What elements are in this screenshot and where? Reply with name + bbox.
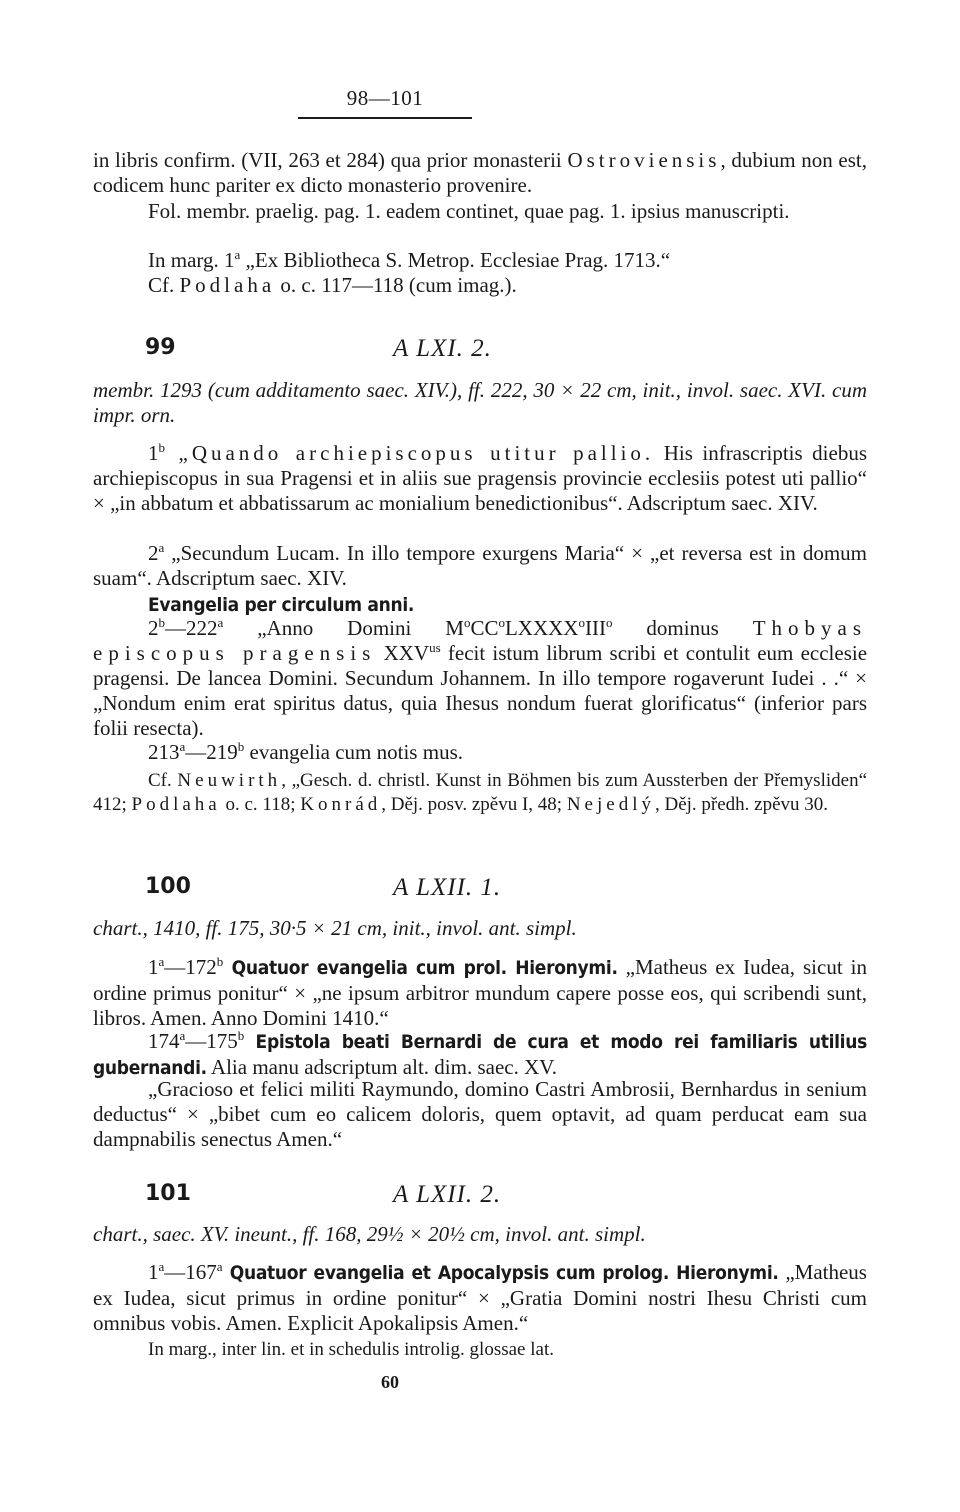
ordinal-sup: o [605, 615, 613, 630]
paragraph-text: Alia manu adscriptum alt. dim. saec. XV. [206, 1055, 557, 1079]
paragraph-text: XXV [376, 641, 430, 665]
ordinal-sup: o [578, 615, 585, 630]
person-name: Thobyas episcopus pragensis [93, 616, 868, 665]
entry-100-p1 [93, 955, 867, 1031]
folio-sup: a [216, 1259, 223, 1274]
intro-text-end: , dubium non est, codicem hunc pariter ex dicto monasterio provenire. [93, 148, 867, 197]
folio-ref: 174 [148, 1029, 180, 1053]
entry-99-p3 [93, 616, 867, 741]
folio-ref: 2 [148, 541, 159, 565]
intro-text: in libris confirm. (VII, 263 et 284) qua prior monasterii [93, 148, 568, 172]
cf-text: , Děj. posv. zpěvu I, 48; [381, 794, 567, 815]
margin-ref: In marg. 1 [148, 248, 235, 272]
cf-author: Neuwirth [177, 770, 282, 791]
page-header: 98—101 [346, 86, 424, 110]
folio-ref: 1 [148, 1260, 159, 1284]
folio-ref: —222 [165, 616, 218, 640]
cf-label: Cf. [148, 273, 180, 297]
entry-101-heading [93, 1181, 867, 1215]
entry-99-bold-title [93, 592, 867, 618]
entry-number: 100 [145, 874, 191, 899]
folio-sup: b [158, 615, 165, 630]
page-number: 60 [381, 1372, 399, 1392]
folio-ref: —172 [164, 955, 217, 979]
margin-note [93, 248, 867, 273]
ordinal-sup: o [498, 615, 505, 630]
entry-99-heading [93, 335, 867, 369]
margin-sup: a [234, 247, 241, 262]
section-title: Evangelia per circulum anni. [148, 594, 415, 616]
entry-signature: A LXI. 2. [393, 335, 492, 362]
ordinal-sup: us [429, 640, 441, 655]
entry-100-p3: „Gracioso et felici militi Raymundo, domino Castri Ambrosii, Bernhardus in senium deductus“ × „bibet cum eo calicem doloris, quem optavit, ad quam perducat eam sua dampnabilis senectus Amen.“ [93, 1077, 867, 1151]
folio-ref: —175 [185, 1029, 238, 1053]
entry-101-note: In marg., inter lin. et in schedulis introlig. glossae lat. [148, 1339, 554, 1360]
folio-ref: 213 [148, 740, 180, 764]
section-title: Quatuor evangelia cum prol. Hieronymi. [223, 957, 618, 979]
section-title: Epistola beati Bernardi de cura et modo rei familiaris utilius gubernandi. [93, 1031, 867, 1079]
folio-ref: 1 [148, 441, 159, 465]
entry-99-cf [93, 769, 867, 817]
cf-label: Cf. [148, 770, 178, 791]
cf-text: o. c. 118; [220, 794, 301, 815]
incipit-title: „Quando archiepiscopus utitur pallio. [165, 441, 655, 465]
folio-sup: b [158, 440, 165, 455]
cf-author: Podlaha [131, 794, 221, 815]
folio-ref: —167 [164, 1260, 217, 1284]
paragraph-text: LXXXX [504, 616, 579, 640]
paragraph-text: „Secundum Lucam. In illo tempore exurgens Maria“ × „et reversa est in domum suam“. Adscriptum saec. XIV. [93, 541, 867, 590]
entry-100-p2 [93, 1029, 867, 1081]
folio-ref: 1 [148, 955, 159, 979]
cf-text: o. c. 117—118 (cum imag.). [275, 273, 517, 297]
cf-author: Konrád [300, 794, 382, 815]
folio-sup: b [216, 954, 224, 969]
paragraph-text: His infrascriptis diebus archiepiscopus in sua Pragensi et in aliis sue pragensis provincie ecclesiis potest uti pallio“ × „in abbatum et abbatissarum ac monialium benedictionibus“. Adscriptum saec. XIV. [93, 441, 867, 515]
cf-author: Podlaha [179, 273, 276, 297]
place-name: Ostroviensis [567, 148, 721, 172]
folio-sup: a [158, 540, 165, 555]
folio-sup: a [179, 739, 186, 754]
margin-text: „Ex Bibliotheca S. Metrop. Ecclesiae Prag. 1713.“ [240, 248, 671, 272]
ordinal-sup: o [463, 615, 471, 630]
paragraph-text: dominus [612, 616, 753, 640]
entry-number: 101 [145, 1181, 191, 1206]
entry-99-p1 [93, 441, 867, 516]
folio-ref: —219 [185, 740, 238, 764]
folio-sup: b [237, 739, 245, 754]
intro-paragraph [93, 148, 867, 198]
paragraph-text: CC [470, 616, 499, 640]
entry-101-meta: chart., saec. XV. ineunt., ff. 168, 29½ × 20½ cm, invol. ant. simpl. [93, 1222, 646, 1246]
entry-100-heading [93, 874, 867, 908]
folio-sup: a [158, 1259, 165, 1274]
entry-signature: A LXII. 1. [393, 874, 502, 901]
folio-ref: 2 [148, 616, 159, 640]
entry-99-meta: membr. 1293 (cum additamento saec. XIV.), ff. 222, 30 × 22 cm, init., invol. saec. XVI. cum impr. orn. [93, 378, 867, 427]
paragraph-text: fecit istum librum scribi et contulit eum ecclesie pragensi. De lancea Domini. Secundum Johannem. In illo tempore rogaverunt Iudei . .“ × „Nondum enim erat spiritus datus, quia Ihesus nondum fuerat glorificatus“ (inferior pars folii resecta). [93, 641, 868, 740]
cf-author: Nejedlý [566, 794, 655, 815]
entry-signature: A LXII. 2. [393, 1181, 502, 1208]
folio-sup: b [237, 1028, 245, 1043]
cf-text: , Děj. předh. zpěvu 30. [654, 794, 829, 815]
folio-note: Fol. membr. praelig. pag. 1. eadem continet, quae pag. 1. ipsius manuscripti. [148, 199, 790, 223]
entry-101-p1 [93, 1260, 867, 1336]
paragraph-text: „Matheus ex Iudea, sicut primus in ordine ponitur“ × „Gratia Domini nostri Ihesu Christi cum omnibus vobis. Amen. Explicit Apokalipsis Amen.“ [93, 1260, 867, 1335]
folio-sup: a [179, 1028, 186, 1043]
paragraph-text: evangelia cum notis mus. [244, 740, 463, 764]
header-rule [298, 117, 472, 119]
entry-99-p2 [93, 541, 867, 591]
entry-100-meta: chart., 1410, ff. 175, 30·5 × 21 cm, init., invol. ant. simpl. [93, 916, 577, 940]
entry-99-p4 [93, 740, 867, 765]
folio-sup: a [158, 954, 165, 969]
section-title: Quatuor evangelia et Apocalypsis cum prolog. Hieronymi. [222, 1262, 779, 1284]
cf-text: , „Gesch. d. christl. Kunst in Böhmen bis zum Aussterben der Přemysliden“ 412; [93, 770, 867, 815]
paragraph-text: „Matheus ex Iudea, sicut in ordine primus ponitur“ × „ne ipsum arbitror mundum capere posse eos, qui scribendi sunt, libros. Amen. Anno Domini 1410.“ [93, 955, 868, 1030]
paragraph-text: III [584, 616, 606, 640]
entry-number: 99 [145, 335, 176, 360]
folio-sup: a [217, 615, 224, 630]
paragraph-text: „Anno Domini M [223, 616, 464, 640]
cf-note [93, 273, 867, 298]
